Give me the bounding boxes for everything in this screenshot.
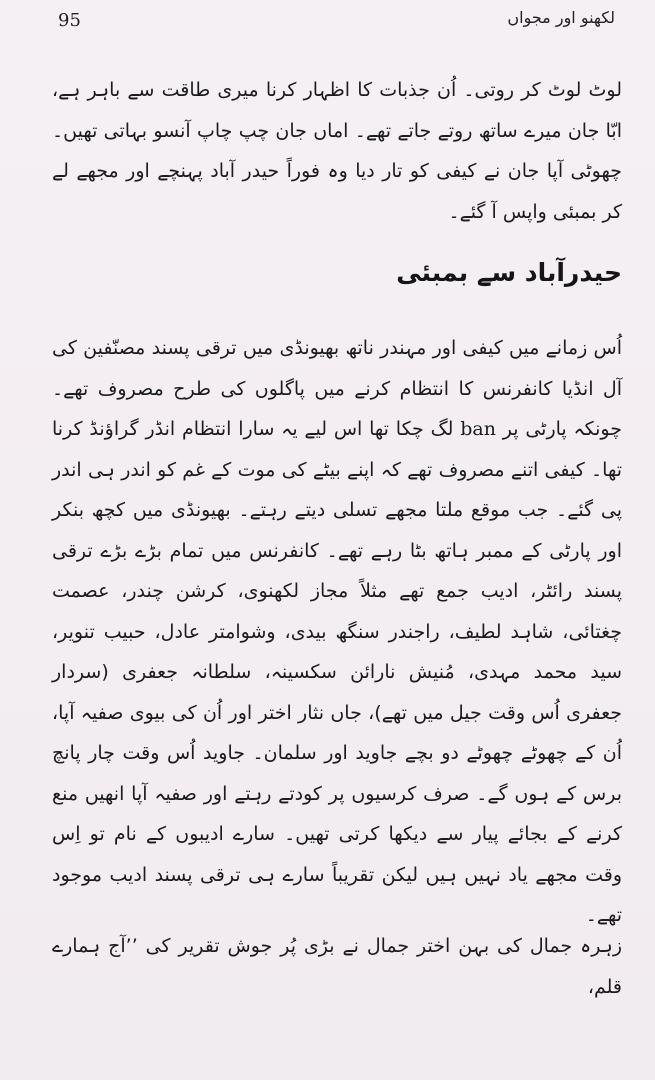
ban-word: ban	[460, 418, 496, 440]
page-header	[0, 6, 655, 36]
paragraph-3: زہرہ جمال کی بہن اختر جمال نے بڑی پُر جوش تقریر کی ’’آج ہمارے قلم،	[52, 935, 622, 998]
paragraph-2	[52, 328, 622, 936]
running-title: لکھنو اور مجواں	[507, 8, 615, 27]
page-number: 95	[58, 10, 81, 31]
paragraph-1: لوٹ لوٹ کر روتی۔ اُن جذبات کا اظہار کرنا میری طاقت سے باہر ہے، ابّا جان میرے ساتھ روتے جاتے تھے۔ اماں جان چپ چاپ آنسو بہاتی تھیں۔ چھوٹی آپا جان نے کیفی کو تار دیا وہ فوراً حیدر آباد پہنچے اور مجھے لے کر بمبئی واپس آ گئے۔	[52, 79, 622, 223]
paragraph-2-part-a: اُس زمانے میں کیفی اور مہندر ناتھ بھیونڈی میں ترقی پسند مصنّفین کی آل انڈیا کانفرنس کا انتظام کرنے میں پاگلوں کی طرح مصروف تھے۔ چونکہ پارٹی پر	[52, 337, 622, 440]
section-heading: حیدرآباد سے بمبئی	[396, 258, 622, 287]
paragraph-2-part-b: لگ چکا تھا اس لیے یہ سارا انتظام انڈر گراؤنڈ کرنا تھا۔ کیفی اتنے مصروف تھے کہ اپنے بیٹے کی موت کے غم کو اندر ہی اندر پی گئے۔ جب موقع ملتا مجھے تسلی دیتے رہتے۔ بھیونڈی میں کچھ بنکر اور پارٹی کے ممبر ہاتھ بٹا رہے تھے۔ کانفرنس میں تمام بڑے بڑے ترقی پسند رائٹر، ادیب جمع تھے مثلاً مجاز لکھنوی، کرشن چندر، عصمت چغتائی، شاہد لطیف، راجندر سنگھ بیدی، وشوامتر عادل، حبیب تنویر، سید محمد مہدی، مُنیش نارائن سکسینہ، سلطانہ جعفری (سردار جعفری اُس وقت جیل میں تھے)، جاں نثار اختر اور اُن کی بیوی صفیہ آپا، اُن کے چھوٹے چھوٹے دو بچے جاوید اور سلمان۔ جاوید اُس وقت چار پانچ برس کے ہوں گے۔ صرف کرسیوں پر کودتے رہتے اور صفیہ آپا انھیں منع کرنے کے بجائے پیار سے دیکھا کرتی تھیں۔ سارے ادیبوں کے نام تو اِس وقت مجھے یاد نہیں ہیں لیکن تقریباً سارے ہی ترقی پسند ادیب موجود تھے۔	[52, 418, 622, 926]
